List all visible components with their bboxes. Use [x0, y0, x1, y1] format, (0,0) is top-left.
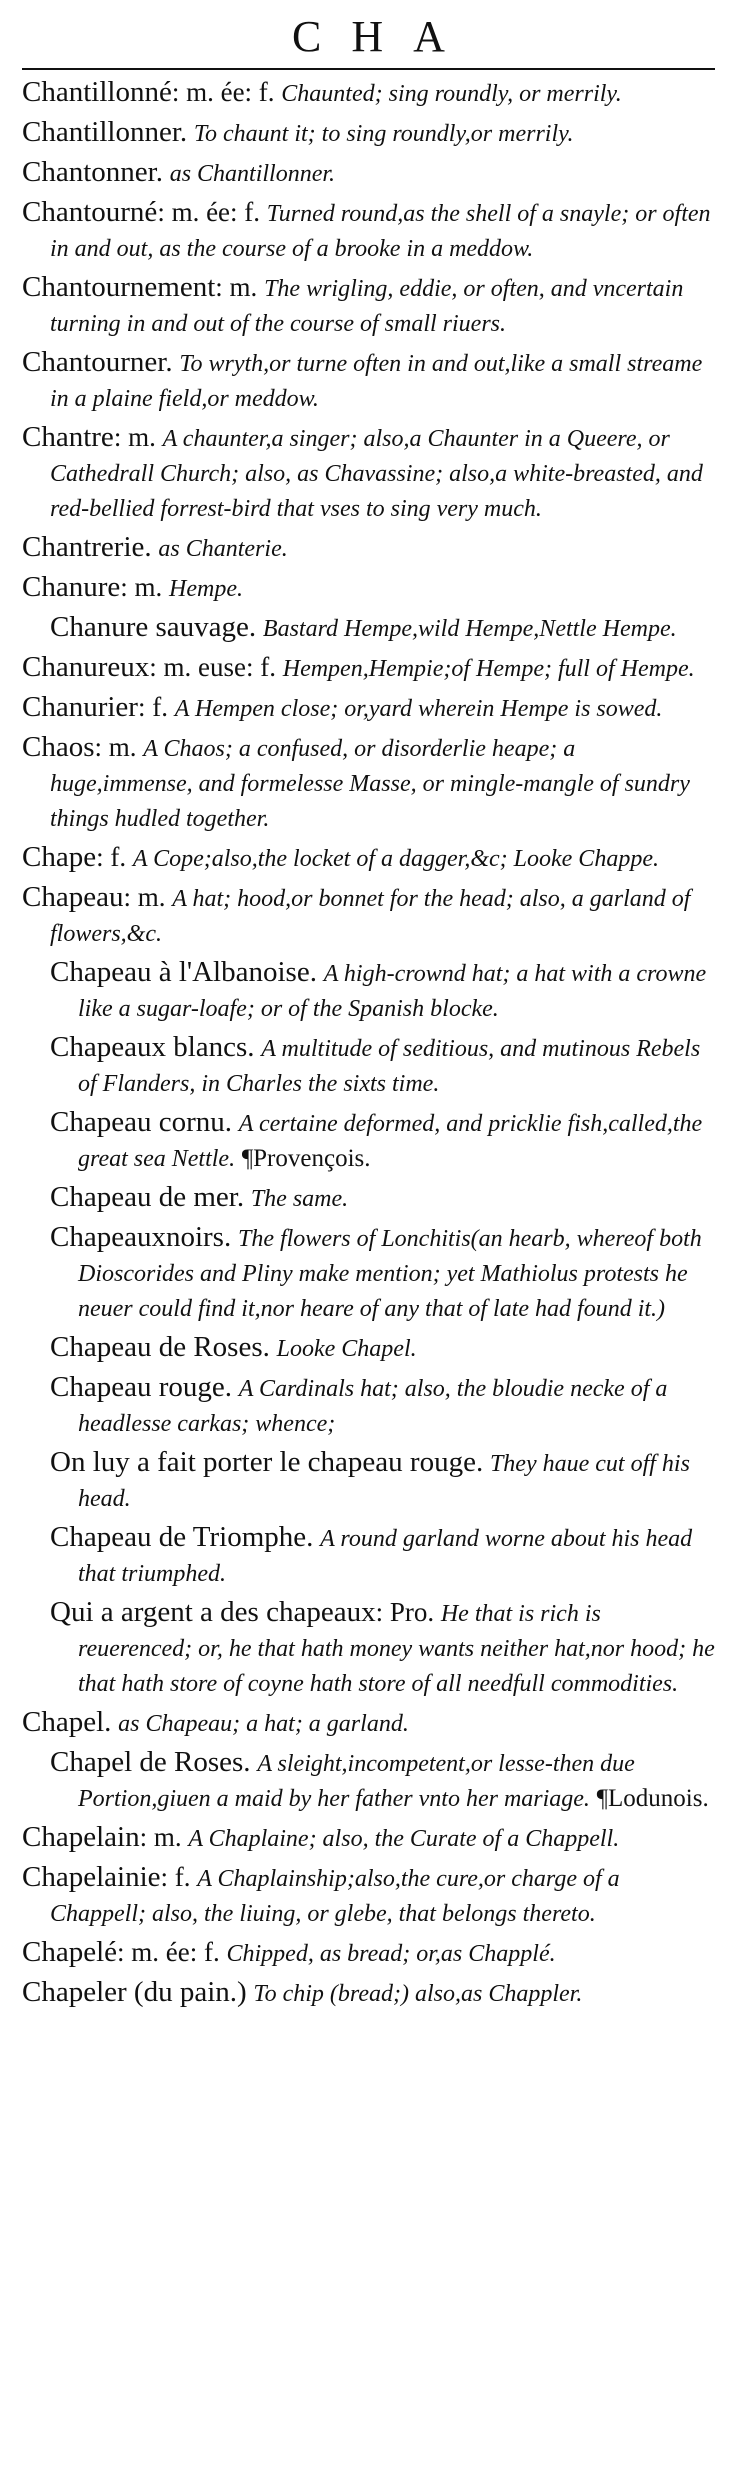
entry-grammar: : m. ée: f. [171, 77, 275, 107]
entry-definition: Chaunted; sing roundly, or merrily. [281, 81, 622, 107]
entry-headword: Chanureux [22, 651, 150, 683]
entry-grammar: : m. [123, 882, 166, 912]
dictionary-entry [22, 1706, 715, 1741]
dictionary-entry [22, 1861, 715, 1931]
dictionary-entry [22, 651, 715, 686]
entry-grammar: : m. [94, 732, 137, 762]
entry-headword: Chantonner. [22, 156, 163, 188]
entry-definition: A round garland worne about his head that triumphed. [78, 1526, 693, 1587]
entry-grammar: : m. euse: f. [149, 652, 276, 682]
entry-headword: Chantournement [22, 271, 216, 303]
dictionary-entry [22, 881, 715, 951]
entry-headword: Chapelain [22, 1821, 140, 1853]
entry-headword: Chapeau cornu. [50, 1106, 232, 1138]
entry-definition: A Cope;also,the locket of a dagger,&c; Looke Chappe. [132, 846, 659, 872]
entry-definition: Turned round,as the shell of a snayle; or often in and out, as the course of a brooke in a meddow. [50, 201, 711, 262]
entry-headword: Chanurier [22, 691, 138, 723]
entry-definition: The wrigling, eddie, or often, and vncertain turning in and out of the course of small riuers. [50, 276, 684, 337]
entry-definition: A sleight,incompetent,or lesse-then due Portion,giuen a maid by her father vnto her mariage. [78, 1751, 635, 1812]
dictionary-entry [50, 1746, 715, 1816]
dictionary-entry [22, 196, 715, 266]
dictionary-entry [50, 1371, 715, 1441]
page-header: CHA [292, 12, 475, 61]
entry-definition: as Chapeau; a hat; a garland. [118, 1711, 409, 1737]
entry-definition: He that is rich is reuerenced; or, he that hath money wants neither hat,nor hood; he that hath store of coyne hath store of all needfull commodities. [78, 1601, 715, 1697]
entry-headword: Chapeau à l'Albanoise. [50, 956, 317, 988]
entry-headword: Chapeler (du pain.) [22, 1976, 247, 2008]
entry-grammar: : Pro. [375, 1597, 435, 1627]
entry-definition: To chaunt it; to sing roundly,or merrily. [193, 121, 574, 147]
entry-grammar: : m. ée: f. [117, 1937, 220, 1967]
entry-headword: Chapel. [22, 1706, 112, 1738]
entry-definition: A Chaos; a confused, or disorderlie heape; a huge,immense, and formelesse Masse, or mingle-mangle of sundry things hudled together. [50, 736, 690, 832]
entry-definition: Hempe. [169, 576, 243, 602]
entry-grammar: : f. [160, 1862, 191, 1892]
entry-definition: Hempen,Hempie;of Hempe; full of Hempe. [282, 656, 695, 682]
dictionary-entry [22, 1976, 715, 2011]
entry-definition: To chip (bread;) also,as Chappler. [253, 1981, 583, 2007]
dictionary-entry [22, 421, 715, 526]
dictionary-entry [22, 571, 715, 606]
dictionary-entry [22, 691, 715, 726]
entry-definition: A Cardinals hat; also, the bloudie necke of a headlesse carkas; whence; [78, 1376, 668, 1437]
entry-headword: Chapeau de mer. [50, 1181, 245, 1213]
entry-definition: A chaunter,a singer; also,a Chaunter in a Queere, or Cathedrall Church; also, as Chavassine; also,a white-breasted, and red-bellied forrest-bird that vses to sing very much. [50, 426, 703, 522]
dictionary-entry [50, 1596, 715, 1701]
entry-regional-tag: ¶Provençois. [241, 1145, 371, 1172]
dictionary-entry [22, 116, 715, 151]
entry-headword: Chapeaux blancs. [50, 1031, 255, 1063]
entry-headword: Qui a argent a des chapeaux [50, 1596, 376, 1628]
entry-definition: A Hempen close; or,yard wherein Hempe is sowed. [174, 696, 663, 722]
entry-definition: A certaine deformed, and pricklie fish,called,the great sea Nettle. [78, 1111, 703, 1172]
dictionary-entry [50, 1446, 715, 1516]
entry-definition: A Chaplainship;also,the cure,or charge of a Chappell; also, the liuing, or glebe, that belongs thereto. [50, 1866, 620, 1927]
dictionary-entry [22, 346, 715, 416]
entry-headword: Chapeau rouge. [50, 1371, 232, 1403]
entry-grammar: : m. [120, 572, 163, 602]
entry-definition: Looke Chapel. [276, 1336, 417, 1362]
entry-definition: A high-crownd hat; a hat with a crowne like a sugar-loafe; or of the Spanish blocke. [78, 961, 707, 1022]
entry-headword: Chanure sauvage. [50, 611, 257, 643]
dictionary-entry [22, 841, 715, 876]
entry-headword: Chantourner. [22, 346, 173, 378]
entry-headword: Chantre [22, 421, 114, 453]
entry-definition: A Chaplaine; also, the Curate of a Chappell. [188, 1826, 620, 1852]
entry-definition: as Chanterie. [158, 536, 288, 562]
dictionary-entry [22, 531, 715, 566]
dictionary-entry [22, 1821, 715, 1856]
entry-headword: Chapelé [22, 1936, 118, 1968]
entry-grammar: : f. [96, 842, 127, 872]
dictionary-entry [50, 611, 715, 646]
entry-grammar: : m. ée: f. [157, 197, 261, 227]
entry-headword: Chapeau [22, 881, 124, 913]
dictionary-entry [22, 271, 715, 341]
entry-definition: Bastard Hempe,wild Hempe,Nettle Hempe. [262, 616, 677, 642]
entry-headword: Chape [22, 841, 97, 873]
dictionary-entry [22, 76, 715, 111]
header-rule [22, 68, 715, 70]
dictionary-entry [50, 956, 715, 1026]
entry-headword: Chapelainie [22, 1861, 161, 1893]
entry-definition: A multitude of seditious, and mutinous Rebels of Flanders, in Charles the sixts time. [78, 1036, 701, 1097]
dictionary-entry [50, 1106, 715, 1176]
entry-headword: Chantrerie. [22, 531, 152, 563]
entry-definition: The same. [250, 1186, 349, 1212]
entry-grammar: : f. [137, 692, 168, 722]
entry-headword: Chapeauxnoirs. [50, 1221, 232, 1253]
dictionary-entry [50, 1331, 715, 1366]
entry-definition: as Chantillonner. [169, 161, 336, 187]
dictionary-entry [50, 1181, 715, 1216]
entry-headword: Chaos [22, 731, 95, 763]
entry-headword: Chantillonner. [22, 116, 188, 148]
entry-definition: They haue cut off his head. [78, 1451, 690, 1512]
entry-regional-tag: ¶Lodunois. [596, 1785, 709, 1812]
entry-headword: Chapeau de Roses. [50, 1331, 270, 1363]
entry-grammar: : m. [113, 422, 156, 452]
entry-definition: Chipped, as bread; or,as Chapplé. [226, 1941, 556, 1967]
dictionary-entry [22, 156, 715, 191]
dictionary-entry [50, 1031, 715, 1101]
entry-headword: Chapel de Roses. [50, 1746, 251, 1778]
entry-definition: To wryth,or turne often in and out,like a small streame in a plaine field,or meddow. [50, 351, 703, 412]
entry-headword: Chanure [22, 571, 121, 603]
dictionary-entry [22, 731, 715, 836]
entries-list [22, 76, 715, 2011]
entry-headword: Chantourné [22, 196, 158, 228]
entry-definition: The flowers of Lonchitis(an hearb, whereof both Dioscorides and Pliny make mention; yet Mathiolus protests he neuer could find it,nor heare of any that of late had found it.) [78, 1226, 702, 1322]
entry-definition: A hat; hood,or bonnet for the head; also, a garland of flowers,&c. [50, 886, 691, 947]
entry-headword: Chantillonné [22, 76, 172, 108]
entry-headword: On luy a fait porter le chapeau rouge. [50, 1446, 484, 1478]
entry-grammar: : m. [139, 1822, 182, 1852]
entry-grammar: : m. [215, 272, 258, 302]
entry-headword: Chapeau de Triomphe. [50, 1521, 314, 1553]
dictionary-entry [50, 1221, 715, 1326]
dictionary-entry [22, 1936, 715, 1971]
dictionary-entry [50, 1521, 715, 1591]
